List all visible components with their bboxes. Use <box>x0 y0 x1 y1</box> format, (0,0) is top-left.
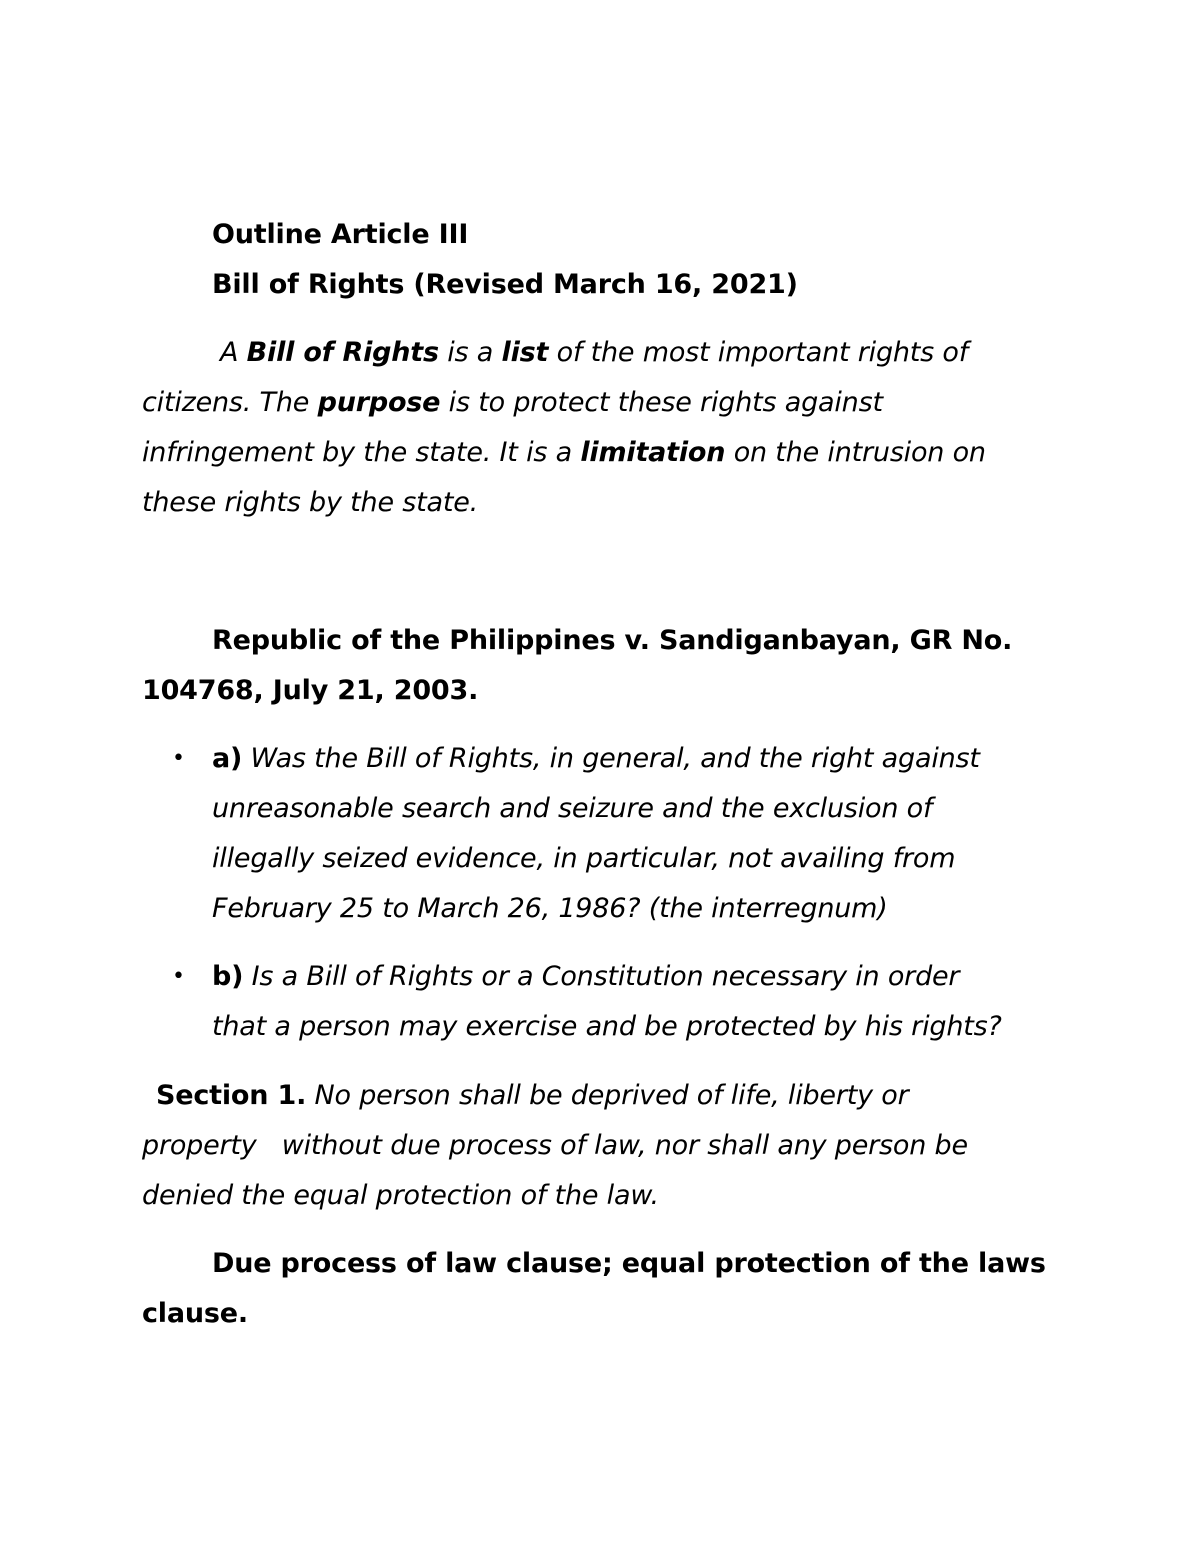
document-title <box>212 210 798 310</box>
intro-paragraph <box>142 328 986 528</box>
intro-term-limitation: limitation <box>580 437 726 468</box>
section-1-label: Section 1. <box>156 1080 307 1111</box>
intro-term-bill-of-rights: Bill of Rights <box>246 337 439 368</box>
intro-line-1: A Bill of Rights is a list of the most important rights of <box>220 337 969 368</box>
bullet-item-a: a) Was the Bill of Rights, in general, and the right against unreasonable search and seizure and the exclusion of illegally seized evidence, in particular, not availing from February 25 to March 26, 1986? (the interregnum) <box>212 743 980 924</box>
case-line-1: Republic of the Philippines v. Sandiganbayan, GR No. <box>212 625 1013 656</box>
section-1-paragraph: Section 1. No person shall be deprived of life, liberty or property without due process of law, nor shall any person be denied the equal protection of the law. <box>142 1080 968 1211</box>
bullet-label-a: a) <box>212 743 243 774</box>
title-line-1: Outline Article III <box>212 219 469 250</box>
intro-line-3: infringement by the state. It is a limitation on the intrusion on <box>142 437 986 468</box>
bullet-icon: • <box>172 746 185 771</box>
bullet-icon: • <box>172 964 185 989</box>
intro-line-4: these rights by the state. <box>142 487 479 518</box>
intro-term-purpose: purpose <box>317 387 441 418</box>
case-line-2: 104768, July 21, 2003. <box>142 675 479 706</box>
bullet-label-b: b) <box>212 961 244 992</box>
intro-term-list: list <box>501 337 549 368</box>
bullet-item-b: b) Is a Bill of Rights or a Constitution necessary in order that a person may exercise and be protected by his rights? <box>212 961 1002 1042</box>
title-line-2: Bill of Rights (Revised March 16, 2021) <box>212 269 798 300</box>
intro-line-2: citizens. The purpose is to protect these rights against <box>142 387 883 418</box>
case-heading <box>142 616 1012 716</box>
clause-heading: Due process of law clause; equal protection of the laws clause. <box>142 1248 1046 1329</box>
